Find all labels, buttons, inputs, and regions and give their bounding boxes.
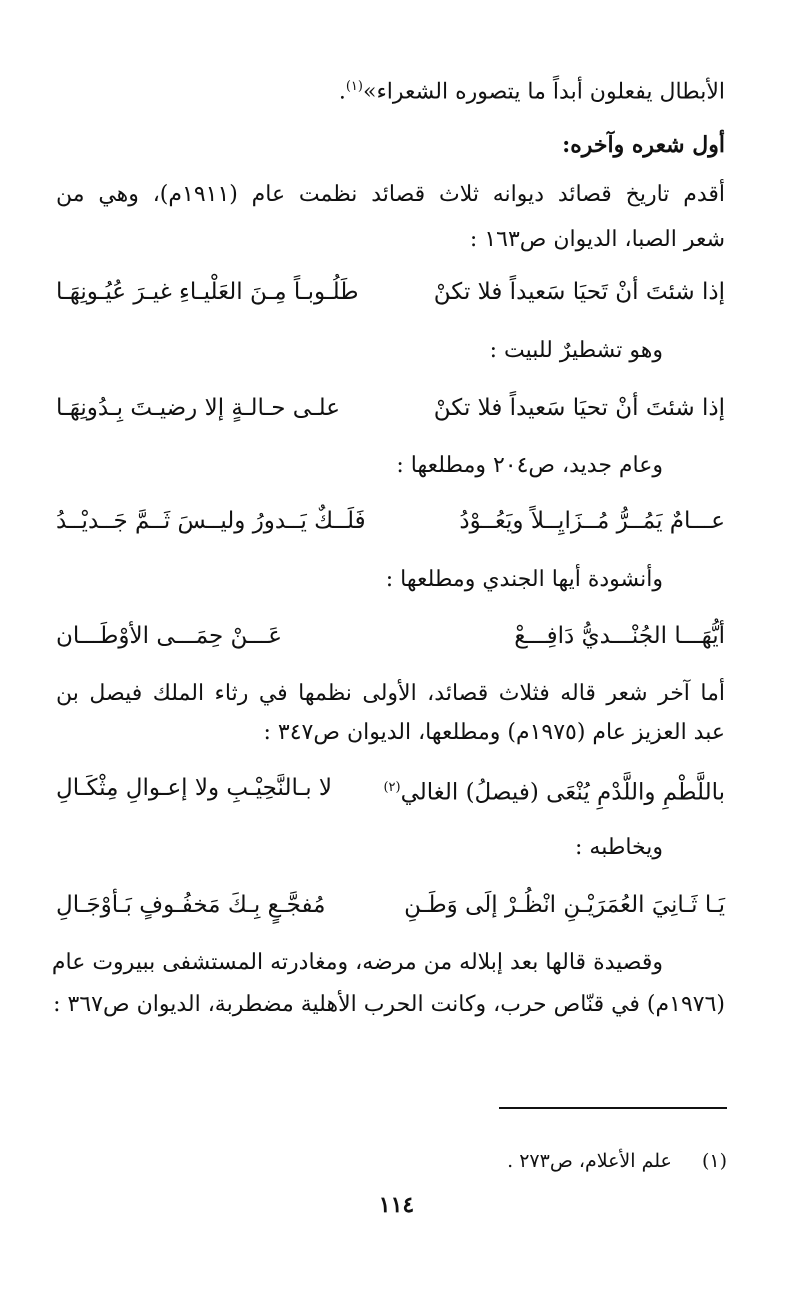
verse-2-first-hemistich: إذا شئتَ أنْ تحيَا سَعيداً فلا تكنْ (433, 395, 725, 421)
text-line-4: شعر الصبا، الديوان ص١٦٣ : (469, 227, 725, 252)
text-line-1: الأبطال يفعلون أبداً ما يتصوره الشعراء»$^{(١)}$. (338, 79, 725, 105)
verse-1 (56, 272, 725, 312)
footnote-ref-1: (١) (345, 79, 363, 94)
verse-3-second-hemistich: فَلَــكٌ يَــدورُ وليــسَ ثَــمَّ جَــديْــدُ (56, 508, 366, 534)
verse-5 (56, 768, 725, 808)
verse-6 (56, 885, 725, 925)
verse-5-first-hemistich: باللَّطْمِ واللَّدْمِ يُنْعَى (فيصلُ) الغالي$^{(٢)}$ (383, 779, 725, 806)
footnote-1 (507, 1150, 727, 1172)
verse-5-second-hemistich: لا بـالنَّحِيْـبِ ولا إعـوالِ مِثْكَـالِ (56, 775, 333, 801)
verse-1-first-hemistich: إذا شئتَ أنْ تَحيَا سَعيداً فلا تكنْ (433, 279, 725, 305)
verse-2-second-hemistich: علـى حـالـةٍ إلا رضيـتَ بِـدُونِهَـا (56, 395, 341, 421)
text-line-17: وقصيدة قالها بعد إبلاله من مرضه، ومغادرته المستشفى ببيروت عام (51, 950, 663, 975)
verse-3-first-hemistich: عـــامٌ يَمُــرُّ مُــزَايِــلاً ويَعُــوْدُ (459, 508, 725, 534)
text-line-10: وأنشودة أيها الجندي ومطلعها : (385, 567, 663, 592)
footnote-ref-2: (٢) (383, 780, 401, 795)
text-line-12: أما آخر شعر قاله فثلاث قصائد، الأولى نظمها في رثاء الملك فيصل بن (56, 681, 725, 706)
verse-4 (56, 616, 725, 656)
verse-4-second-hemistich: عَـــنْ حِمَـــى الأوْطَـــان (56, 623, 283, 649)
verse-6-first-hemistich: يَـا ثَـانِيَ العُمَرَيْـنِ انْظُـرْ إلَى وَطَـنِ (404, 892, 725, 918)
text-line-18: (١٩٧٦م) في قنّاص حرب، وكانت الحرب الأهلية مضطربة، الديوان ص٣٦٧ : (53, 992, 725, 1017)
page-number: ١١٤ (378, 1192, 415, 1218)
text-line-3: أقدم تاريخ قصائد ديوانه ثلاث قصائد نظمت عام (١٩١١م)، وهي من (56, 182, 726, 207)
text-line-15: ويخاطبه : (575, 835, 663, 860)
text-line-8: وعام جديد، ص٢٠٤ ومطلعها : (396, 453, 663, 478)
footnote-number: (١) (701, 1150, 727, 1172)
text-line-13: عبد العزيز عام (١٩٧٥م) ومطلعها، الديوان ص٣٤٧ : (263, 720, 725, 745)
verse-2 (56, 388, 725, 428)
footnote-separator (499, 1107, 727, 1109)
section-heading: أول شعره وآخره: (562, 132, 725, 158)
footnote-text: علم الأعلام، ص٢٧٣ . (507, 1150, 672, 1172)
verse-3 (56, 501, 725, 541)
verse-4-first-hemistich: أيُّهَـــا الجُنْـــديُّ دَافِـــعْ (514, 623, 725, 649)
text-line-6: وهو تشطيرٌ للبيت : (489, 338, 663, 363)
verse-1-second-hemistich: طَلُـوبـاً مِـنَ العَلْيـاءِ غيـرَ عُيُـونِهَـا (56, 279, 359, 305)
verse-6-second-hemistich: مُفجَّـعٍ بِـكَ مَخفُـوفٍ بَـأوْجَـالِ (56, 892, 326, 918)
